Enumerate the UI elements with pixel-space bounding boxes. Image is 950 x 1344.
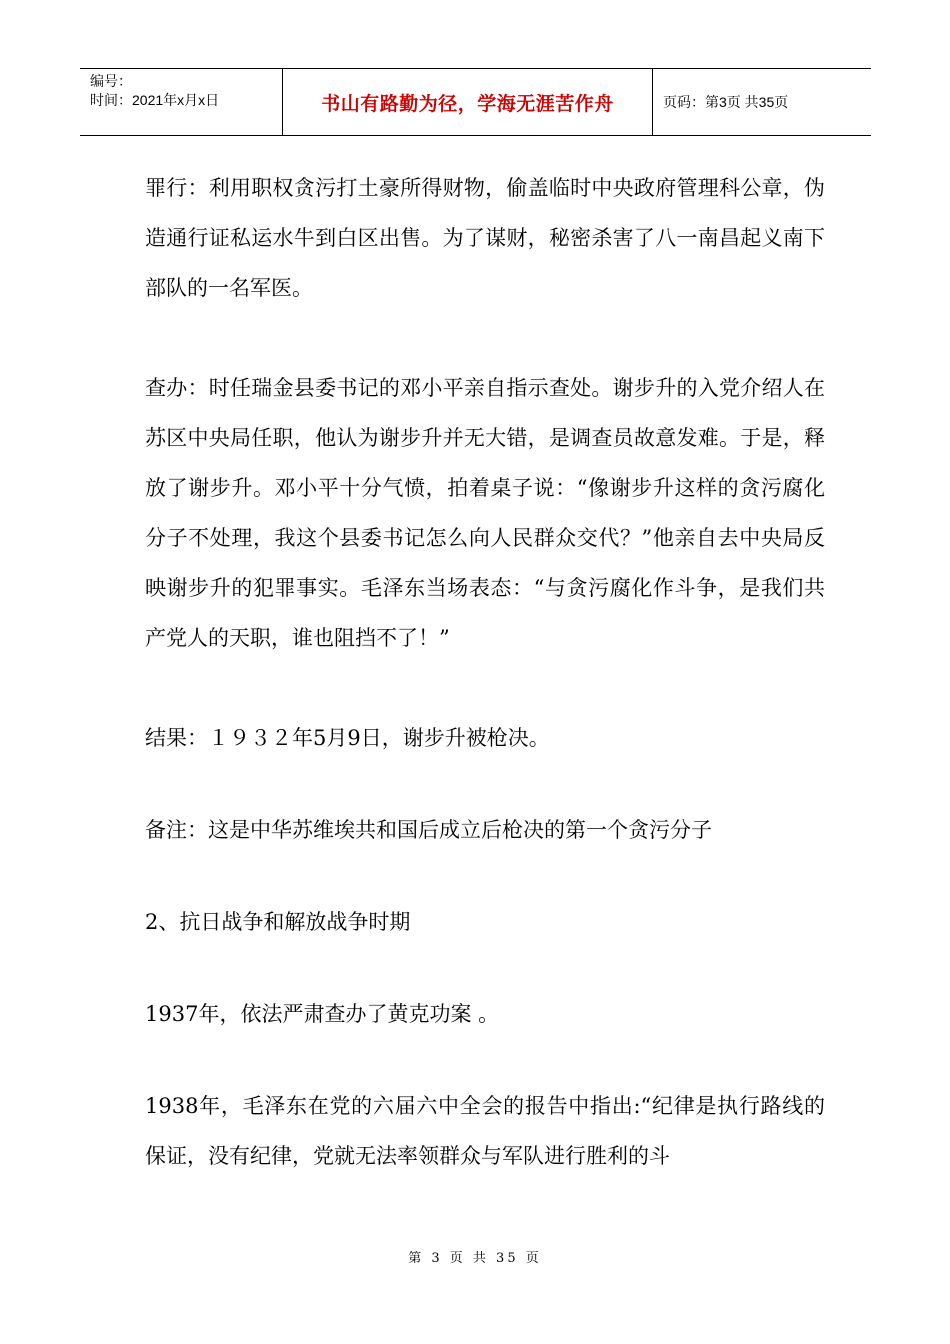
paragraph-note: 备注：这是中华苏维埃共和国后成立后枪决的第一个贪污分子 (145, 818, 712, 842)
page-header (80, 68, 871, 136)
paragraph-result: 结果：１９３２年5月9日，谢步升被枪决。 (145, 726, 550, 750)
paragraph-1938: 1938年，毛泽东在党的六届六中全会的报告中指出:“纪律是执行路线的保证，没有纪律，党就无法率领群众与军队进行胜利的斗 (145, 1094, 825, 1168)
document-body (145, 163, 825, 1231)
page-info: 页码：第3页 共35页 (663, 94, 789, 110)
page-footer: 第 3 页 共 35 页 (408, 1251, 542, 1266)
paragraph-investigation: 查办：时任瑞金县委书记的邓小平亲自指示查处。谢步升的入党介绍人在苏区中央局任职，他认为谢步升并无大错，是调查员故意发难。于是，释放了谢步升。邓小平十分气愤，拍着桌子说：“像谢步升这样的贪污腐化分子不处理，我这个县委书记怎么向人民群众交代？”他亲自去中央局反映谢步升的犯罪事实。毛泽东当场表态：“与贪污腐化作斗争，是我们共产党人的天职，谁也阻挡不了！” (145, 376, 825, 650)
date-label: 时间：2021年x月x日 (90, 92, 220, 108)
motto: 书山有路勤为径，学海无涯苦作舟 (321, 92, 614, 115)
paragraph-crime: 罪行：利用职权贪污打土豪所得财物，偷盖临时中央政府管理科公章，伪造通行证私运水牛到白区出售。为了谋财，秘密杀害了八一南昌起义南下部队的一名军医。 (145, 176, 825, 300)
header-motto-cell (283, 69, 653, 135)
paragraph-1937: 1937年，依法严肃查办了黄克功案 。 (145, 1002, 500, 1026)
section-heading: 2、抗日战争和解放战争时期 (145, 910, 411, 934)
header-page-cell (653, 69, 871, 135)
header-meta-cell (80, 69, 283, 135)
number-label: 编号： (90, 73, 132, 89)
